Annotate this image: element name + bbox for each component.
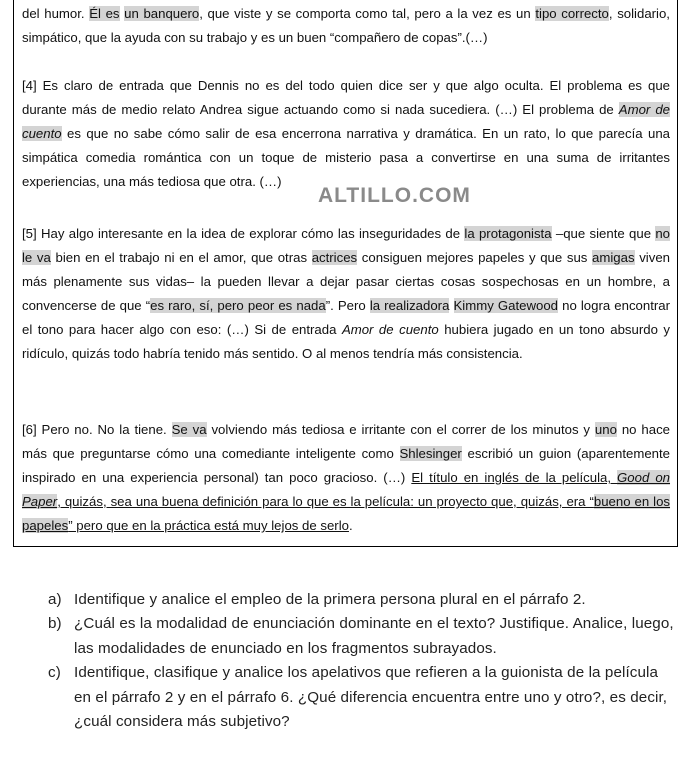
text-run: , solidario, simpático, que la ayuda con su trabajo y es un buen “compañero de copas”.(…) <box>22 6 670 45</box>
underlined-fragment: El título en inglés de la película, <box>411 470 618 485</box>
text-run: [5] Hay algo interesante en la idea de explorar cómo las inseguridades de <box>22 226 465 241</box>
question-text: Identifique y analice el empleo de la primera persona plural en el párrafo 2. <box>74 591 586 608</box>
text-run: viven más plenamente sus vidas– la pueden llevar a dejar pasar ciertas cosas sospechosas en un hombre, a convencerse de que “ <box>22 250 670 313</box>
text-run: . <box>348 518 353 533</box>
question-text: Identifique, clasifique y analice los apelativos que refieren a la guionista de la película en el párrafo 2 y en el párrafo 6. ¿Qué diferencia encuentra entre uno y otro?, es decir, ¿cuál considera más subjetivo? <box>74 664 668 731</box>
question-letter: a) <box>48 591 62 608</box>
question-a <box>48 588 678 612</box>
text-run: es que no sabe cómo salir de esa encerrona narrativa y dramática. En un rato, lo que parecía una simpática comedia romántica con un toque de misterio pasa a convertirse en una suma de irritantes experiencias, una más tediosa que otra. (…) <box>22 126 670 189</box>
italic-title: Amor de cuento <box>341 322 439 337</box>
highlight-la-realizadora: la realizadora <box>369 298 450 313</box>
text-run: [4] Es claro de entrada que Dennis no es del todo quien dice ser y que algo oculta. El problema es que durante más de medio relato Andrea sigue actuando como si nada sucediera. (…) El problema de <box>22 78 670 117</box>
highlight-shlesinger: Shlesinger <box>399 446 462 461</box>
text-run: [6] Pero no. No la tiene. <box>22 422 172 437</box>
question-text: ¿Cuál es la modalidad de enunciación dominante en el texto? Justifique. Analice, luego, las modalidades de enunciado en los fragmentos subrayados. <box>74 615 674 657</box>
highlight-kimmy-gatewood: Kimmy Gatewood <box>453 298 559 313</box>
text-run: no logra encontrar el tono para hacer algo con eso: (…) Si de entrada <box>22 298 670 337</box>
watermark: ALTILLO.COM <box>318 184 471 207</box>
text-run: volviendo más tediosa e irritante con el correr de los minutos y <box>206 422 595 437</box>
question-b <box>48 612 678 661</box>
text-run: escribió un guion (aparentemente inspirado en una experiencia personal) tan poco gracioso. (…) <box>22 446 670 485</box>
highlight-good-on-paper: Good on Paper <box>22 470 671 509</box>
highlight-amigas: amigas <box>592 250 635 265</box>
text-run: –que siente que <box>551 226 656 241</box>
paragraph-4 <box>22 74 670 194</box>
text-run: bien en el trabajo ni en el amor, que otras <box>50 250 312 265</box>
question-letter: c) <box>48 664 61 682</box>
underlined-fragment: ” pero que en la práctica está muy lejos de serlo <box>68 518 349 533</box>
highlight-amor-de-cuento: Amor de cuento <box>22 102 670 141</box>
text-run: ”. Pero <box>325 298 370 313</box>
text-run: hubiera jugado en un tono absurdo y ridículo, quizás todo habría tenido más sentido. O al menos tendría más consistencia. <box>22 322 670 361</box>
highlight-se-va: Se va <box>171 422 207 437</box>
question-c <box>48 661 678 734</box>
text-run: no hace más que preguntarse cómo una comediante inteligente como <box>22 422 670 461</box>
text-run: consiguen mejores papeles y que sus <box>357 250 593 265</box>
highlight-un-banquero: un banquero <box>124 6 200 21</box>
highlight-quote: es raro, sí, pero peor es nada <box>150 298 326 313</box>
highlight-el-es: Él es <box>89 6 120 21</box>
highlight-bueno-en-los-papeles: bueno en los papeles <box>22 494 671 533</box>
text-run: , que viste y se comporta como tal, pero a la vez es un <box>199 6 536 21</box>
highlight-actrices: actrices <box>311 250 358 265</box>
paragraph-continuation <box>22 2 670 50</box>
highlight-no-le-va: no le va <box>22 226 671 265</box>
highlight-uno: uno <box>594 422 617 437</box>
paragraph-5 <box>22 222 670 366</box>
text-run: del humor. <box>22 6 90 21</box>
paragraph-6 <box>22 418 670 538</box>
underlined-fragment: , quizás, sea una buena definición para lo que es la película: un proyecto que, quizás, era “ <box>57 494 594 509</box>
questions-list <box>48 588 678 734</box>
highlight-la-protagonista: la protagonista <box>464 226 552 241</box>
highlight-tipo-correcto: tipo correcto <box>535 6 609 21</box>
text-run <box>449 298 453 313</box>
question-letter: b) <box>48 615 62 633</box>
